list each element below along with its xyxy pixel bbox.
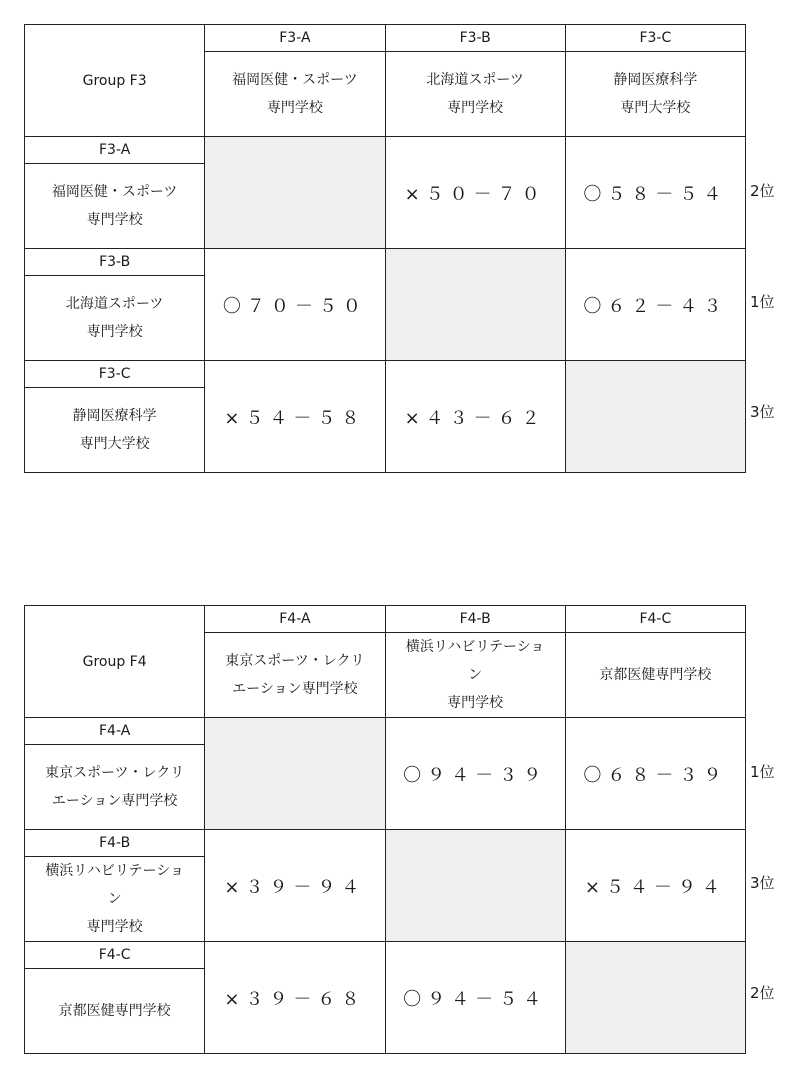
league-table [24,605,746,1054]
col-header-code: F4-B [385,606,565,633]
team-name-line: 横浜リハビリテーショ [405,639,545,655]
team-name-line: 静岡医療科学 [72,408,157,424]
group-f4-table-block [24,605,775,1054]
team-name-line: 北海道スポーツ [65,296,164,312]
match-result: ×４３－６２ [385,361,565,473]
team-name-line: 専門学校 [266,100,323,116]
match-result: 〇７０－５０ [205,249,385,361]
team-name-line: 福岡医健・スポーツ [51,184,178,200]
team-name-line: 東京スポーツ・レクリ [225,653,365,669]
row-header-code: F3-A [25,137,205,164]
group-f3-table-block [24,24,775,473]
self-match-cell [385,249,565,361]
row-header-team-name [25,164,205,249]
team-name-line: ン [468,667,483,683]
rank-label: 2位 [750,984,775,1002]
team-name-line: エーション専門学校 [51,793,178,809]
self-match-cell [565,942,745,1054]
team-name-line: 静岡医療科学 [613,72,698,88]
col-header-team-name [565,52,745,137]
row-header-team-name [25,276,205,361]
team-name-line: 専門学校 [447,100,504,116]
self-match-cell [205,718,385,830]
match-result: 〇９４－３９ [385,718,565,830]
rank-label: 1位 [750,763,775,781]
self-match-cell [565,361,745,473]
col-header-team-name [385,633,565,718]
row-header-code: F4-B [25,830,205,857]
team-name-line: エーション専門学校 [232,681,358,697]
row-header-code: F4-A [25,718,205,745]
match-result: 〇９４－５４ [385,942,565,1054]
team-name-line: 専門大学校 [620,100,691,116]
team-name-line: 京都医健専門学校 [58,1003,171,1019]
group-label: Group F3 [25,25,205,137]
col-header-code: F3-A [205,25,385,52]
self-match-cell [205,137,385,249]
league-table [24,24,746,473]
rank-label: 2位 [750,182,775,200]
self-match-cell [385,830,565,942]
row-header-team-name [25,745,205,830]
rank-label: 3位 [750,874,775,892]
match-result: 〇６８－３９ [565,718,745,830]
team-name-line: 専門学校 [86,212,143,228]
rank-label: 3位 [750,403,775,421]
group-label: Group F4 [25,606,205,718]
team-name-line: ン [107,891,122,907]
row-header-code: F3-B [25,249,205,276]
team-name-line: 専門学校 [86,324,143,340]
row-header-team-name [25,969,205,1054]
team-name-line: 東京スポーツ・レクリ [45,765,185,781]
rank-label: 1位 [750,293,775,311]
team-name-line: 横浜リハビリテーショ [45,863,184,879]
match-result: ×３９－６８ [205,942,385,1054]
team-name-line: 専門学校 [86,919,143,935]
team-name-line: 北海道スポーツ [426,72,524,88]
match-result: ×３９－９４ [205,830,385,942]
col-header-code: F3-C [565,25,745,52]
row-header-team-name [25,388,205,473]
col-header-team-name [205,52,385,137]
team-name-line: 専門大学校 [79,436,150,452]
col-header-code: F3-B [385,25,565,52]
match-result: 〇６２－４３ [565,249,745,361]
col-header-team-name [385,52,565,137]
team-name-line: 京都医健専門学校 [599,667,712,683]
match-result: 〇５８－５４ [565,137,745,249]
team-name-line: 専門学校 [447,695,504,711]
match-result: ×５０－７０ [385,137,565,249]
col-header-team-name [205,633,385,718]
match-result: ×５４－５８ [205,361,385,473]
team-name-line: 福岡医健・スポーツ [232,72,358,88]
col-header-team-name [565,633,745,718]
row-header-code: F4-C [25,942,205,969]
row-header-code: F3-C [25,361,205,388]
row-header-team-name [25,857,205,942]
col-header-code: F4-A [205,606,385,633]
col-header-code: F4-C [565,606,745,633]
match-result: ×５４－９４ [565,830,745,942]
